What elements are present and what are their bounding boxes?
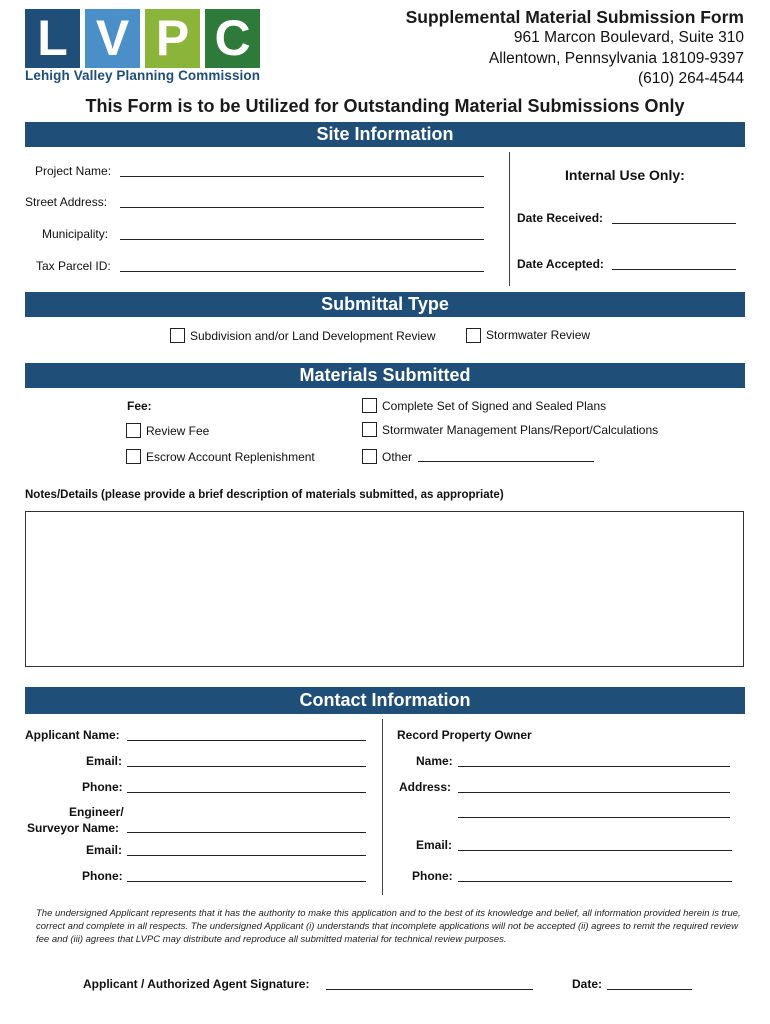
logo-letter-p: P (145, 9, 200, 68)
applicant-name-field[interactable] (127, 740, 366, 741)
project-name-label: Project Name: (35, 164, 112, 178)
owner-address-label: Address: (399, 780, 452, 794)
review-fee-checkbox[interactable] (126, 423, 141, 438)
materials-heading: Materials Submitted (25, 363, 745, 388)
engineer-email-field[interactable] (127, 855, 366, 856)
engineer-phone-field[interactable] (127, 881, 366, 882)
applicant-name-label: Applicant Name: (25, 728, 120, 742)
notes-textarea[interactable] (25, 511, 744, 667)
logo-letter-l: L (25, 9, 80, 68)
owner-address-field-2[interactable] (458, 817, 730, 818)
engineer-label-line2: Surveyor Name: (27, 821, 120, 835)
owner-phone-label: Phone: (412, 869, 453, 883)
municipality-field[interactable] (120, 239, 484, 240)
internal-use-label: Internal Use Only: (565, 167, 685, 183)
owner-address-field-1[interactable] (458, 792, 730, 793)
applicant-email-field[interactable] (127, 766, 366, 767)
owner-phone-field[interactable] (458, 881, 732, 882)
owner-email-field[interactable] (458, 850, 732, 851)
applicant-phone-label: Phone: (82, 780, 123, 794)
date-accepted-field[interactable] (612, 269, 736, 270)
form-title: Supplemental Material Submission Form (405, 7, 744, 27)
disclaimer-text: The undersigned Applicant represents that it has the authority to make this application and to the best of its knowledge and belief, all information provided herein is true, correct and complete in all respects. The undersigned Applicant (i) understands that incomplete applications will not be accepted (ii) agrees to remit the required review fee and (iii) agrees that LVPC may distribute and reproduce all submitted material for technical review purposes. (36, 908, 741, 945)
stormwater-review-checkbox[interactable] (466, 328, 481, 343)
other-field[interactable] (418, 461, 594, 462)
site-info-heading: Site Information (25, 122, 745, 147)
signature-date-label: Date: (572, 977, 603, 991)
date-received-label: Date Received: (517, 211, 604, 225)
org-phone: (610) 264-4544 (638, 70, 744, 87)
site-info-divider (509, 152, 510, 286)
project-name-field[interactable] (120, 176, 484, 177)
complete-set-label: Complete Set of Signed and Sealed Plans (382, 399, 607, 413)
street-address-field[interactable] (120, 207, 484, 208)
date-received-field[interactable] (612, 223, 736, 224)
engineer-label-line1: Engineer/ (69, 805, 124, 819)
page-title: This Form is to be Utilized for Outstanding Material Submissions Only (85, 96, 685, 116)
stormwater-plans-checkbox[interactable] (362, 422, 377, 437)
escrow-checkbox[interactable] (126, 449, 141, 464)
applicant-email-label: Email: (86, 754, 123, 768)
owner-name-label: Name: (416, 754, 453, 768)
logo-letter-v: V (85, 9, 140, 68)
municipality-label: Municipality: (42, 227, 109, 241)
complete-set-checkbox[interactable] (362, 398, 377, 413)
tax-parcel-field[interactable] (120, 271, 484, 272)
owner-heading: Record Property Owner (397, 728, 532, 742)
owner-name-field[interactable] (458, 766, 730, 767)
contact-heading: Contact Information (25, 687, 745, 714)
review-fee-label: Review Fee (146, 424, 210, 438)
fee-label: Fee: (127, 399, 152, 413)
other-checkbox[interactable] (362, 449, 377, 464)
logo-letter-c: C (205, 9, 260, 68)
stormwater-review-label: Stormwater Review (486, 328, 591, 342)
signature-date-field[interactable] (607, 989, 692, 990)
subdivision-checkbox[interactable] (170, 328, 185, 343)
date-accepted-label: Date Accepted: (517, 257, 604, 271)
owner-email-label: Email: (416, 838, 453, 852)
street-address-label: Street Address: (25, 195, 108, 209)
tax-parcel-label: Tax Parcel ID: (36, 259, 111, 273)
engineer-phone-label: Phone: (82, 869, 123, 883)
signature-label: Applicant / Authorized Agent Signature: (83, 977, 310, 991)
logo-subtitle: Lehigh Valley Planning Commission (25, 68, 261, 83)
contact-divider (382, 719, 383, 895)
other-label: Other (382, 450, 413, 464)
address-line-1: 961 Marcon Boulevard, Suite 310 (513, 29, 744, 46)
submittal-type-heading: Submittal Type (25, 292, 745, 317)
address-line-2: Allentown, Pennsylvania 18109-9397 (488, 50, 744, 67)
escrow-label: Escrow Account Replenishment (146, 450, 315, 464)
signature-field[interactable] (326, 989, 533, 990)
stormwater-plans-label: Stormwater Management Plans/Report/Calculations (382, 423, 659, 437)
notes-label: Notes/Details (please provide a brief description of materials submitted, as appropriate) (25, 489, 504, 501)
subdivision-label: Subdivision and/or Land Development Review (190, 329, 436, 343)
engineer-email-label: Email: (86, 843, 123, 857)
engineer-name-field[interactable] (127, 832, 366, 833)
applicant-phone-field[interactable] (127, 792, 366, 793)
